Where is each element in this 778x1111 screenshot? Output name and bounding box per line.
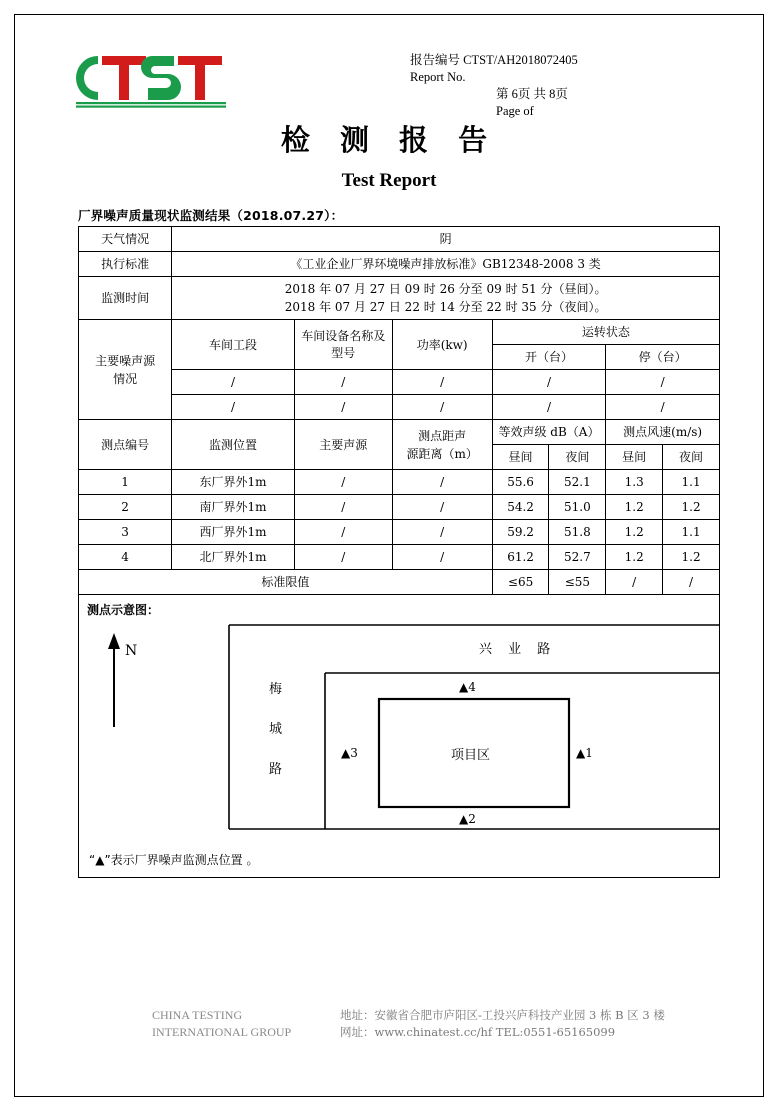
noise-result-table <box>78 226 720 878</box>
cell-wind-day: 1.2 <box>606 545 663 570</box>
page-header <box>0 38 778 128</box>
page-count-cn: 第 6页 共 8页 <box>496 86 568 101</box>
source-header-power: 功率(kw) <box>392 320 492 370</box>
cell-wind-day: 1.2 <box>606 520 663 545</box>
table-row-source-1 <box>79 370 720 395</box>
cell-leq-night: 51.0 <box>549 495 606 520</box>
measure-header-distance-line1: 测点距声 <box>418 428 467 443</box>
cell-source: / <box>294 470 392 495</box>
limit-wind-day: / <box>606 570 663 595</box>
measure-header-distance <box>392 420 492 470</box>
measure-header-source: 主要声源 <box>294 420 392 470</box>
table-row-measure-header-1 <box>79 420 720 445</box>
source-label <box>79 320 172 420</box>
measure-header-leq: 等效声级 dB（A） <box>492 420 606 445</box>
cell-distance: / <box>392 520 492 545</box>
source-header-workshop: 车间工段 <box>172 320 295 370</box>
report-number-block <box>410 52 740 120</box>
cell-location: 东厂界外1m <box>172 470 295 495</box>
source-header-status-off: 停（台） <box>606 345 720 370</box>
standard-label: 执行标准 <box>79 252 172 277</box>
svg-text:路: 路 <box>269 762 283 777</box>
cell-leq-night: 52.1 <box>549 470 606 495</box>
source-cell: / <box>392 370 492 395</box>
diagram-note: “▲”表示厂界噪声监测点位置 。 <box>89 853 259 867</box>
svg-text:▲4: ▲4 <box>459 680 476 694</box>
limit-leq-day: ≤65 <box>492 570 549 595</box>
source-cell: / <box>294 370 392 395</box>
table-row <box>79 470 720 495</box>
cell-wind-night: 1.1 <box>663 470 720 495</box>
measure-header-wind-night: 夜间 <box>663 445 720 470</box>
table-row-source-header-1 <box>79 320 720 345</box>
footer-brand-line1: CHINA TESTING <box>152 1008 243 1022</box>
time-value-day: 2018 年 07 月 27 日 09 时 26 分至 09 时 51 分（昼间）。 <box>284 282 607 296</box>
cell-leq-night: 52.7 <box>549 545 606 570</box>
cell-leq-night: 51.8 <box>549 520 606 545</box>
svg-text:城: 城 <box>269 722 283 737</box>
cell-leq-day: 55.6 <box>492 470 549 495</box>
weather-label: 天气情况 <box>79 227 172 252</box>
section-title: 厂界噪声质量现状监测结果（2018.07.27）： <box>78 208 344 223</box>
svg-text:兴 业 路: 兴 业 路 <box>479 642 557 657</box>
report-no-value: CTST/AH2018072405 <box>463 53 578 67</box>
page-count-en: Page of <box>496 103 534 118</box>
footer-website: 网址：www.chinatest.cc/hf TEL:0551-65165099 <box>340 1024 616 1039</box>
svg-text:▲3: ▲3 <box>341 746 358 760</box>
cell-source: / <box>294 520 392 545</box>
table-row-diagram <box>79 595 720 878</box>
cell-leq-day: 61.2 <box>492 545 549 570</box>
svg-text:梅: 梅 <box>269 682 283 697</box>
cell-point-no: 3 <box>79 520 172 545</box>
table-row-standard <box>79 252 720 277</box>
source-header-status: 运转状态 <box>492 320 719 345</box>
cell-source: / <box>294 545 392 570</box>
cell-leq-day: 54.2 <box>492 495 549 520</box>
cell-point-no: 2 <box>79 495 172 520</box>
source-cell: / <box>606 395 720 420</box>
report-no-label-en: Report No. <box>410 69 466 84</box>
footer-contact <box>340 1007 665 1040</box>
time-label: 监测时间 <box>79 277 172 320</box>
cell-distance: / <box>392 470 492 495</box>
table-row <box>79 520 720 545</box>
weather-value: 阴 <box>172 227 720 252</box>
source-cell: / <box>172 395 295 420</box>
measure-header-point-no: 测点编号 <box>79 420 172 470</box>
source-cell: / <box>172 370 295 395</box>
limit-leq-night: ≤55 <box>549 570 606 595</box>
measure-header-leq-day: 昼间 <box>492 445 549 470</box>
cell-point-no: 1 <box>79 470 172 495</box>
source-label-line2: 情况 <box>113 371 138 386</box>
measure-header-wind: 测点风速(m/s) <box>606 420 720 445</box>
source-header-equipment: 车间设备名称及型号 <box>294 320 392 370</box>
cell-point-no: 4 <box>79 545 172 570</box>
footer-brand <box>152 1007 291 1042</box>
source-cell: / <box>492 370 606 395</box>
cell-distance: / <box>392 545 492 570</box>
table-row-source-2 <box>79 395 720 420</box>
measure-header-location: 监测位置 <box>172 420 295 470</box>
cell-location: 南厂界外1m <box>172 495 295 520</box>
cell-location: 北厂界外1m <box>172 545 295 570</box>
source-cell: / <box>492 395 606 420</box>
measure-header-wind-day: 昼间 <box>606 445 663 470</box>
diagram-label: 测点示意图： <box>87 603 160 617</box>
cell-wind-night: 1.1 <box>663 520 720 545</box>
source-header-status-on: 开（台） <box>492 345 606 370</box>
measure-header-distance-line2: 源距离（m） <box>406 446 478 461</box>
svg-text:项目区: 项目区 <box>451 748 491 763</box>
table-row-weather <box>79 227 720 252</box>
footer-address: 地址：安徽省合肥市庐阳区-工投兴庐科技产业园 3 栋 B 区 3 楼 <box>340 1008 665 1022</box>
cell-wind-day: 1.3 <box>606 470 663 495</box>
ctst-logo <box>62 52 252 110</box>
table-row-limit <box>79 570 720 595</box>
footer-brand-line2: INTERNATIONAL GROUP <box>152 1025 292 1040</box>
cell-wind-night: 1.2 <box>663 495 720 520</box>
cell-location: 西厂界外1m <box>172 520 295 545</box>
cell-wind-night: 1.2 <box>663 545 720 570</box>
cell-leq-day: 59.2 <box>492 520 549 545</box>
table-row <box>79 545 720 570</box>
source-label-line1: 主要噪声源 <box>95 353 156 368</box>
cell-source: / <box>294 495 392 520</box>
source-cell: / <box>392 395 492 420</box>
cell-distance: / <box>392 495 492 520</box>
page-title-en: Test Report <box>341 170 437 191</box>
source-cell: / <box>294 395 392 420</box>
source-cell: / <box>606 370 720 395</box>
report-no-label: 报告编号 <box>410 53 461 67</box>
diagram-cell <box>79 595 720 878</box>
table-row-time <box>79 277 720 320</box>
svg-text:▲1: ▲1 <box>576 746 593 760</box>
standard-value: 《工业企业厂界环境噪声排放标准》GB12348-2008 3 类 <box>172 252 720 277</box>
page-title-cn: 检 测 报 告 <box>280 123 498 157</box>
svg-text:▲2: ▲2 <box>459 812 476 826</box>
svg-text:N: N <box>125 643 138 659</box>
limit-wind-night: / <box>663 570 720 595</box>
time-value-night: 2018 年 07 月 27 日 22 时 14 分至 22 时 35 分（夜间）。 <box>284 300 607 314</box>
limit-label: 标准限值 <box>79 570 493 595</box>
time-value <box>172 277 720 320</box>
site-diagram <box>79 617 719 847</box>
page-footer <box>0 1007 778 1053</box>
table-row <box>79 495 720 520</box>
cell-wind-day: 1.2 <box>606 495 663 520</box>
measure-header-leq-night: 夜间 <box>549 445 606 470</box>
